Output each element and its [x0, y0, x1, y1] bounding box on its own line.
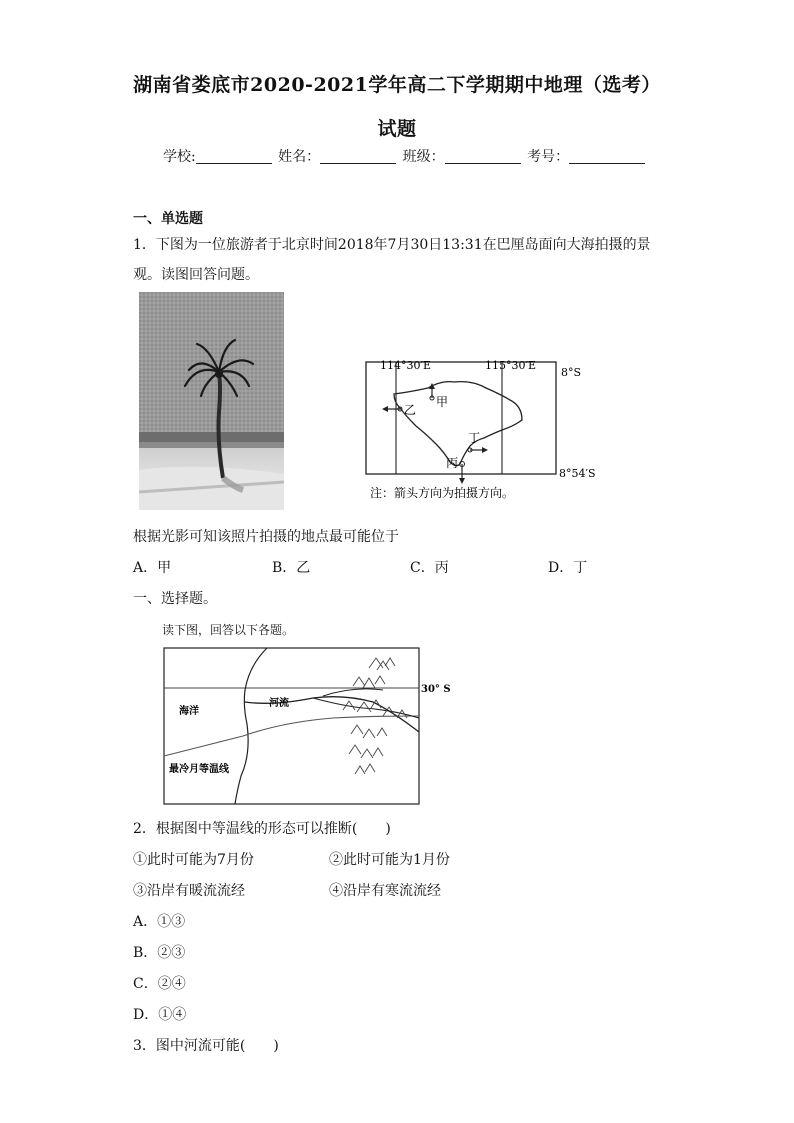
label-jia: 甲 — [436, 395, 449, 409]
lon-label-2: 115°30′E — [485, 359, 537, 372]
question-2-stem: 2．根据图中等温线的形态可以推断( ) — [133, 821, 391, 837]
arrow-head-jia — [429, 383, 435, 389]
section-2-intro: 读下图，回答以下各题。 — [162, 623, 295, 637]
q1-option-d[interactable]: D．丁 — [548, 560, 588, 576]
lat-label-2: 8°54′S — [559, 467, 596, 480]
label-yi: 乙 — [404, 403, 417, 417]
q2-statement-2: ②此时可能为1月份 — [329, 852, 450, 868]
isotherm-label: 最冷月等温线 — [169, 764, 229, 775]
question-1-sub: 根据光影可知该照片拍摄的地点最可能位于 — [133, 529, 399, 545]
river-branch-2 — [323, 689, 383, 696]
arrow-head-bing — [459, 478, 465, 484]
q2-statement-3: ③沿岸有暖流流经 — [133, 883, 245, 899]
coast-isotherm-map — [163, 646, 459, 806]
river-label: 河流 — [269, 698, 289, 709]
question-3-stem: 3．图中河流可能( ) — [133, 1038, 279, 1054]
question-1-stem-line2: 观。读图回答问题。 — [133, 267, 259, 283]
section-heading-choice: 一、选择题。 — [133, 591, 217, 607]
q1-option-b[interactable]: B．乙 — [272, 560, 311, 576]
name-field[interactable] — [320, 149, 396, 164]
lat-label-1: 8°S — [561, 366, 582, 379]
coastline — [235, 648, 267, 804]
label-bing: 丙 — [446, 456, 459, 470]
class-field[interactable] — [445, 149, 521, 164]
lon-label-1: 114°30′E — [380, 359, 432, 372]
q1-option-a[interactable]: A．甲 — [133, 560, 172, 576]
question-1-stem-line1: 1．下图为一位旅游者于北京时间2018年7月30日13:31在巴厘岛面向大海拍摄的景 — [133, 237, 651, 253]
arrow-head-ding — [482, 447, 488, 453]
q2-option-d[interactable]: D．①④ — [133, 1007, 187, 1023]
palm-tree-photo — [139, 292, 284, 510]
bali-map — [350, 336, 612, 514]
q2-option-b[interactable]: B．②③ — [133, 945, 186, 961]
school-label: 学校: — [163, 149, 196, 165]
river-branch — [313, 698, 419, 718]
bali-island-outline — [394, 382, 522, 466]
school-field[interactable] — [196, 149, 272, 164]
page-title: 湖南省娄底市2020-2021学年高二下学期期中地理（选考） — [133, 74, 661, 96]
page-title-line2: 试题 — [377, 118, 417, 140]
map-note: 注：箭头方向为拍摄方向。 — [370, 486, 515, 500]
student-info-row — [163, 146, 647, 166]
q2-statement-1: ①此时可能为7月份 — [133, 852, 254, 868]
lat-label-30s: 30° S — [421, 684, 451, 695]
class-label: 班级： — [402, 149, 445, 165]
q2-option-c[interactable]: C．②④ — [133, 976, 186, 992]
ocean-label: 海洋 — [179, 706, 199, 717]
section-heading-single-choice: 一、单选题 — [133, 211, 203, 227]
label-ding: 丁 — [468, 431, 481, 445]
map-frame — [366, 362, 556, 474]
q2-statement-4: ④沿岸有寒流流经 — [329, 883, 441, 899]
name-label: 姓名： — [278, 149, 321, 165]
exam-no-field[interactable] — [569, 149, 645, 164]
map2-frame — [164, 648, 419, 804]
arrow-head-yi — [382, 406, 388, 412]
exam-no-label: 考号： — [527, 149, 570, 165]
isotherm-line — [164, 716, 419, 756]
q1-option-c[interactable]: C．丙 — [410, 560, 449, 576]
q2-option-a[interactable]: A．①③ — [133, 914, 186, 930]
